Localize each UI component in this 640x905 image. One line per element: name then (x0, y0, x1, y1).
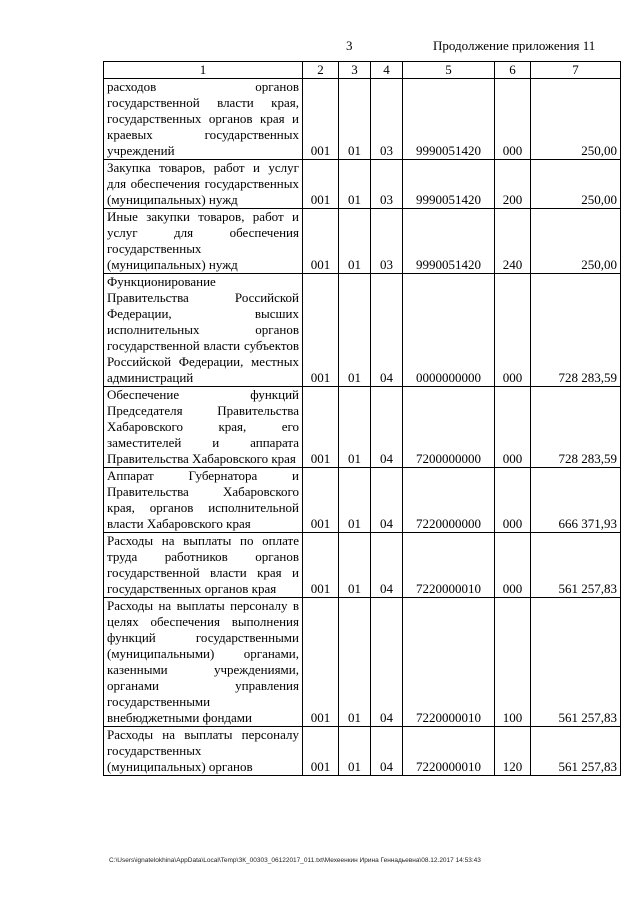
footer-file-path: C:\Users\ignatelokhina\AppData\Local\Temp\ЗК_00303_06122017_011.txt\Мехеенкин Ирина Геннадьевна\08.12.2017 14:53:43 (109, 857, 481, 864)
column-header: 2 (303, 62, 339, 79)
table-row (104, 468, 621, 533)
target-article-code: 7220000010 (403, 533, 495, 598)
amount: 561 257,83 (531, 598, 621, 727)
budget-table (103, 61, 621, 776)
expense-name: Расходы на выплаты персоналу государственных (муниципальных) органов (104, 727, 303, 776)
subsection-code: 04 (371, 274, 403, 387)
column-number-row (104, 62, 621, 79)
amount: 250,00 (531, 79, 621, 160)
amount: 250,00 (531, 209, 621, 274)
subsection-code: 04 (371, 387, 403, 468)
amount: 250,00 (531, 160, 621, 209)
target-article-code: 7220000010 (403, 727, 495, 776)
table-row (104, 387, 621, 468)
table-row (104, 209, 621, 274)
expense-type-code: 000 (495, 387, 531, 468)
expense-type-code: 000 (495, 79, 531, 160)
expense-type-code: 120 (495, 727, 531, 776)
ministry-code: 001 (303, 79, 339, 160)
column-header: 4 (371, 62, 403, 79)
ministry-code: 001 (303, 727, 339, 776)
target-article-code: 0000000000 (403, 274, 495, 387)
expense-name: расходов органов государственной власти края, государственных органов края и краевых государственных учреждений (104, 79, 303, 160)
table-row (104, 274, 621, 387)
table-row (104, 79, 621, 160)
amount: 666 371,93 (531, 468, 621, 533)
expense-name: Расходы на выплаты по оплате труда работников органов государственной власти края и государственных органов края (104, 533, 303, 598)
subsection-code: 03 (371, 209, 403, 274)
ministry-code: 001 (303, 533, 339, 598)
target-article-code: 7200000000 (403, 387, 495, 468)
expense-name: Обеспечение функций Председателя Правительства Хабаровского края, его заместителей и аппарата Правительства Хабаровского края (104, 387, 303, 468)
expense-name: Функционирование Правительства Российской Федерации, высших исполнительных органов государственной власти субъектов Российской Федерации, местных администраций (104, 274, 303, 387)
ministry-code: 001 (303, 209, 339, 274)
amount: 561 257,83 (531, 533, 621, 598)
expense-name: Расходы на выплаты персоналу в целях обеспечения выполнения функций государственными (муниципальными) органами, казенными учреждениями, органами управления государственными внебюджетными фондами (104, 598, 303, 727)
section-code: 01 (339, 598, 371, 727)
target-article-code: 7220000000 (403, 468, 495, 533)
expense-type-code: 000 (495, 468, 531, 533)
table-row (104, 160, 621, 209)
section-code: 01 (339, 160, 371, 209)
section-code: 01 (339, 79, 371, 160)
column-header: 7 (531, 62, 621, 79)
expense-type-code: 000 (495, 274, 531, 387)
expense-name: Иные закупки товаров, работ и услуг для обеспечения государственных (муниципальных) нужд (104, 209, 303, 274)
column-header: 1 (104, 62, 303, 79)
expense-type-code: 240 (495, 209, 531, 274)
section-code: 01 (339, 727, 371, 776)
subsection-code: 04 (371, 533, 403, 598)
section-code: 01 (339, 209, 371, 274)
column-header: 6 (495, 62, 531, 79)
expense-type-code: 100 (495, 598, 531, 727)
table-row (104, 598, 621, 727)
subsection-code: 03 (371, 160, 403, 209)
target-article-code: 9990051420 (403, 160, 495, 209)
ministry-code: 001 (303, 160, 339, 209)
section-code: 01 (339, 387, 371, 468)
ministry-code: 001 (303, 274, 339, 387)
expense-name: Закупка товаров, работ и услуг для обеспечения государственных (муниципальных) нужд (104, 160, 303, 209)
amount: 728 283,59 (531, 387, 621, 468)
column-header: 5 (403, 62, 495, 79)
table-row (104, 727, 621, 776)
expense-name: Аппарат Губернатора и Правительства Хабаровского края, органов исполнительной власти Хабаровского края (104, 468, 303, 533)
expense-type-code: 200 (495, 160, 531, 209)
expense-type-code: 000 (495, 533, 531, 598)
target-article-code: 9990051420 (403, 209, 495, 274)
subsection-code: 04 (371, 468, 403, 533)
ministry-code: 001 (303, 387, 339, 468)
subsection-code: 04 (371, 598, 403, 727)
subsection-code: 04 (371, 727, 403, 776)
ministry-code: 001 (303, 468, 339, 533)
table-row (104, 533, 621, 598)
amount: 561 257,83 (531, 727, 621, 776)
appendix-caption: Продолжение приложения 11 (433, 38, 596, 53)
column-header: 3 (339, 62, 371, 79)
target-article-code: 7220000010 (403, 598, 495, 727)
section-code: 01 (339, 533, 371, 598)
section-code: 01 (339, 274, 371, 387)
amount: 728 283,59 (531, 274, 621, 387)
subsection-code: 03 (371, 79, 403, 160)
page-number: 3 (346, 38, 353, 53)
ministry-code: 001 (303, 598, 339, 727)
target-article-code: 9990051420 (403, 79, 495, 160)
section-code: 01 (339, 468, 371, 533)
